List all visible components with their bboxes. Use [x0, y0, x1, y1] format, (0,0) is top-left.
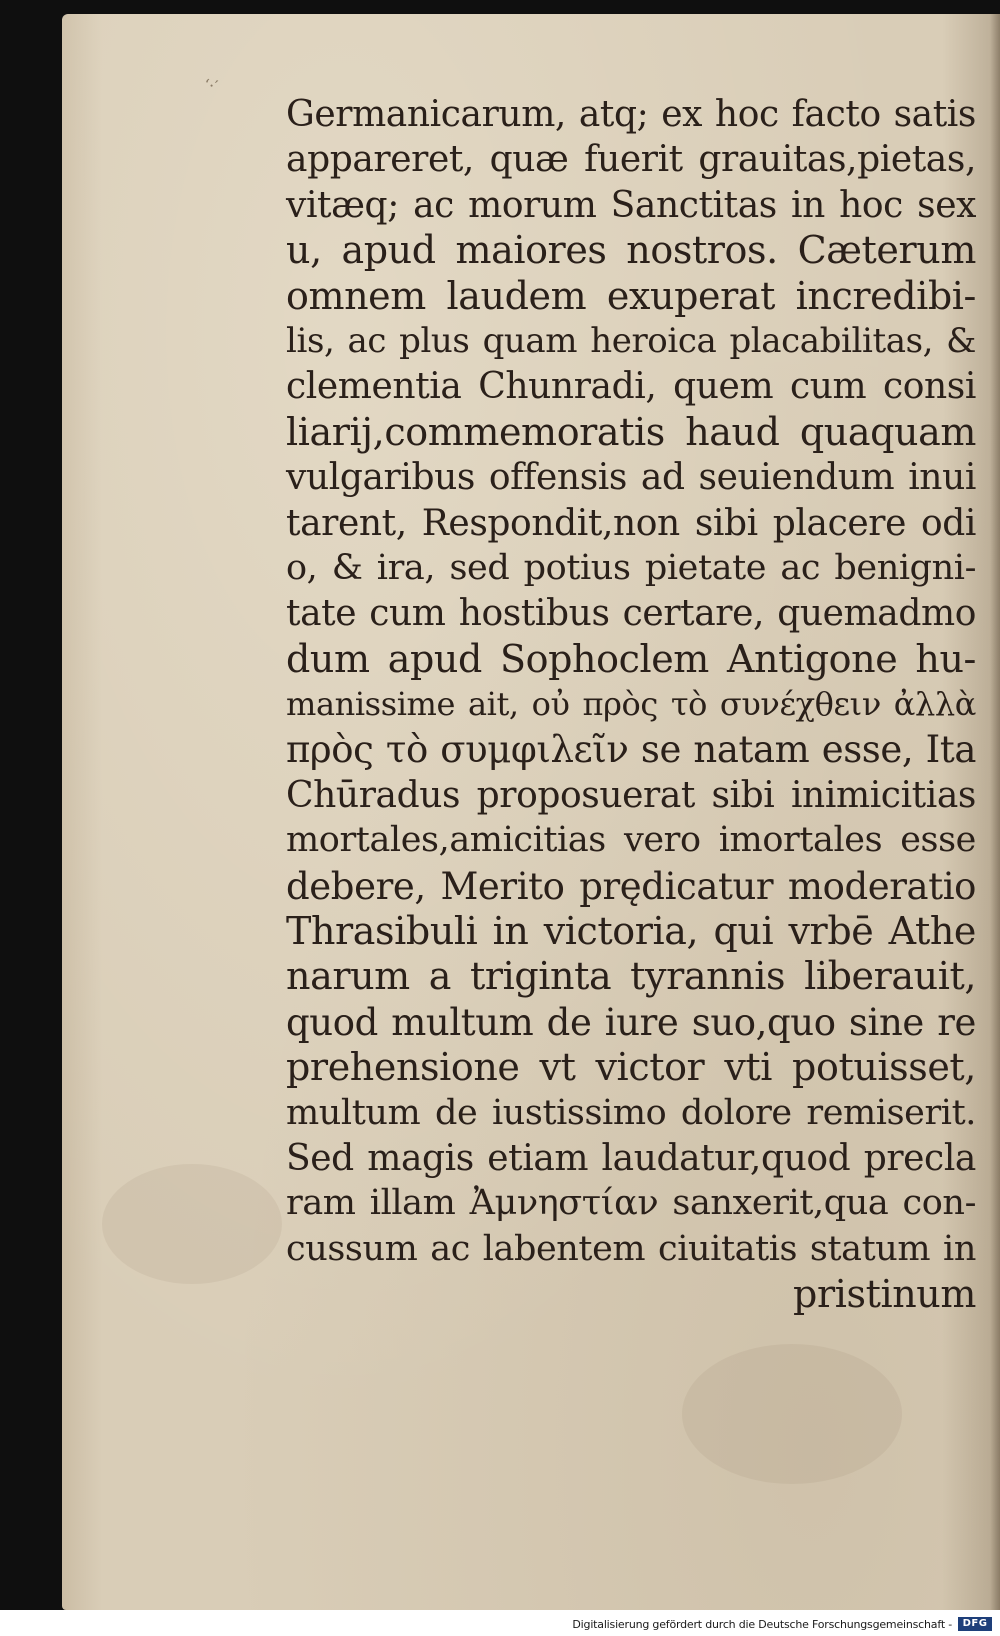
text-line: Thrasibuli in victoria, qui vrbē Athe [286, 909, 976, 954]
text-line: multum de iustissimo dolore remiserit. [286, 1092, 976, 1133]
text-line: Sed magis etiam laudatur,quod precla [286, 1137, 976, 1179]
text-line: tate cum hostibus certare, quemadmo [286, 593, 976, 635]
dfg-logo-icon: DFG [958, 1617, 992, 1631]
book-page [62, 14, 1000, 1610]
text-line: clementia Chunradi, quem cum consi [286, 366, 976, 408]
text-line-greek: ram illam Ἀμνηστίαν sanxerit,qua con- [286, 1183, 976, 1224]
paper-stain [682, 1344, 902, 1484]
text-line: omnem laudem exuperat incredibi- [286, 273, 976, 318]
text-line: Chūradus proposuerat sibi inimicitias [286, 774, 976, 816]
footer-bar [0, 1610, 1000, 1636]
text-line: narum a triginta tyrannis liberauit, [286, 954, 976, 999]
text-line: lis, ac plus quam heroica placabilitas, & [286, 320, 976, 361]
text-line: prehensione vt victor vti potuisset, [286, 1045, 976, 1090]
text-line: vitæq; ac morum Sanctitas in hoc sex [286, 184, 976, 226]
text-line: appareret, quæ fuerit grauitas,pietas, [286, 139, 976, 181]
text-line: mortales,amicitias vero imortales esse [286, 820, 976, 861]
text-line: vulgaribus offensis ad seuiendum inui [286, 457, 976, 499]
paper-stain [102, 1164, 282, 1284]
text-line: o, & ira, sed potius pietate ac benigni- [286, 547, 976, 588]
text-line: debere, Merito prędicatur moderatio [286, 864, 976, 908]
text-line: u, apud maiores nostros. Cæterum [286, 228, 976, 273]
text-line: cussum ac labentem ciuitatis statum in [286, 1228, 976, 1269]
text-line: dum apud Sophoclem Antigone hu- [286, 636, 976, 681]
margin-note: ʻ·′ [202, 74, 220, 97]
funding-credit: Digitalisierung gefördert durch die Deutsche Forschungsgemeinschaft - [572, 1618, 952, 1631]
text-line: liarij,commemoratis haud quaquam [286, 409, 976, 454]
text-line-greek: πρὸς τὸ συμφιλεῖν se natam esse, Ita [286, 728, 976, 772]
latin-text-block [286, 92, 976, 1318]
page-edge-shadow [990, 14, 1000, 1610]
text-line: tarent, Respondit,non sibi placere odi [286, 502, 976, 544]
catchword: pristinum [793, 1272, 976, 1317]
text-line: quod multum de iure suo,quo sine re [286, 1000, 976, 1044]
text-line-greek: manissime ait, οὐ πρὸς τὸ συνέχθειν ἀλλὰ [286, 685, 976, 724]
text-line: Germanicarum, atq; ex hoc facto satis [286, 94, 976, 135]
